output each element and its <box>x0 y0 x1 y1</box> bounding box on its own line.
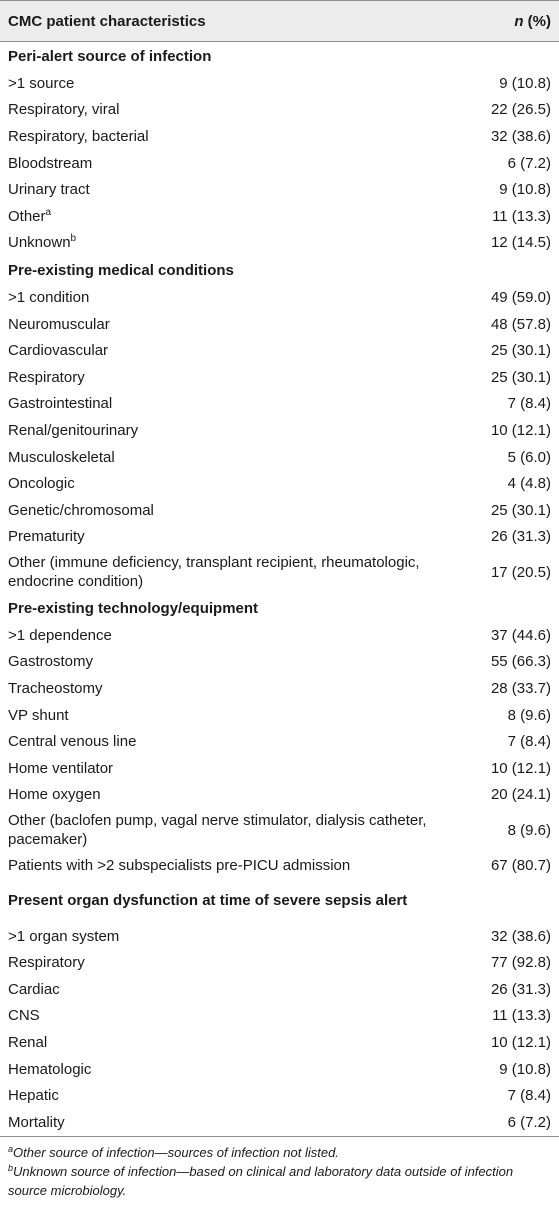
table-row <box>0 923 559 950</box>
footnote-marker: a <box>45 206 52 218</box>
row-label <box>8 474 496 493</box>
row-label-text: Respiratory, bacterial <box>8 127 149 145</box>
table-row <box>0 728 559 755</box>
row-label-text: Hepatic <box>8 1087 59 1105</box>
row-label <box>8 1113 496 1132</box>
row-label <box>8 1033 479 1052</box>
row-label <box>8 527 479 546</box>
row-value: 12 (14.5) <box>490 234 551 252</box>
row-label <box>8 154 496 173</box>
row-label <box>8 1086 496 1105</box>
row-value: 20 (24.1) <box>490 786 551 804</box>
row-label <box>8 127 479 146</box>
table-row <box>0 675 559 702</box>
table-row <box>0 497 559 524</box>
table-row <box>0 417 559 444</box>
footnote-marker: b <box>70 233 77 245</box>
table-row <box>0 391 559 418</box>
row-label-text: >1 dependence <box>8 626 112 644</box>
row-value: 9 (10.8) <box>499 74 551 92</box>
row-value: 9 (10.8) <box>499 181 551 199</box>
table-row <box>0 311 559 338</box>
table-row <box>0 203 559 230</box>
footnote-text: Other source of infection—sources of infection not listed. <box>13 1144 339 1160</box>
row-label-text: Tracheostomy <box>8 680 103 698</box>
table-footnotes <box>0 1137 559 1200</box>
row-value: 6 (7.2) <box>507 1113 551 1131</box>
row-label-text: >1 organ system <box>8 927 120 945</box>
row-label-text: Respiratory <box>8 368 85 386</box>
table-row <box>0 524 559 551</box>
row-label-text: Genetic/chromosomal <box>8 501 154 519</box>
row-label <box>8 421 479 440</box>
section-heading <box>0 256 559 284</box>
table-header-row <box>0 1 559 41</box>
row-value: 26 (31.3) <box>490 980 551 998</box>
table-row <box>0 649 559 676</box>
row-label <box>8 732 496 751</box>
row-value: 11 (13.3) <box>492 207 551 225</box>
row-label-text: VP shunt <box>8 706 69 724</box>
table-row <box>0 702 559 729</box>
row-label <box>8 1060 487 1079</box>
footnote-mark: b <box>8 1162 14 1173</box>
row-label <box>8 448 496 467</box>
row-label-text: Respiratory, viral <box>8 101 120 119</box>
row-label-text: Musculoskeletal <box>8 448 115 466</box>
section-title: Pre-existing technology/equipment <box>8 599 259 617</box>
footnote-text: Unknown source of infection—based on clinical and laboratory data outside of infection source microbiology. <box>8 1163 514 1198</box>
footnote-mark: a <box>8 1143 14 1154</box>
table-row <box>0 337 559 364</box>
row-label <box>8 288 479 307</box>
row-value: 67 (80.7) <box>490 857 551 875</box>
section-heading <box>0 879 559 923</box>
table-row <box>0 123 559 150</box>
row-label-text: Cardiac <box>8 980 60 998</box>
header-characteristic: CMC patient characteristics <box>8 12 206 30</box>
row-label <box>8 856 479 875</box>
row-value: 32 (38.6) <box>490 127 551 145</box>
row-label-text: Gastrointestinal <box>8 395 113 413</box>
row-label-text: >1 condition <box>8 288 90 306</box>
table-row <box>0 1082 559 1109</box>
table-row <box>0 97 559 124</box>
row-label-text: Home ventilator <box>8 759 114 777</box>
section-title: Peri-alert source of infection <box>8 47 212 65</box>
table-row <box>0 1056 559 1083</box>
row-value: 10 (12.1) <box>490 421 551 439</box>
row-value: 55 (66.3) <box>490 653 551 671</box>
row-label-text: Other (immune deficiency, transplant recipient, rheumatologic, endocrine condition) <box>8 554 420 591</box>
row-label <box>8 953 479 972</box>
row-label-text: Cardiovascular <box>8 342 109 360</box>
row-label-text: Central venous line <box>8 733 137 751</box>
row-value: 77 (92.8) <box>490 954 551 972</box>
row-value: 7 (8.4) <box>507 1087 551 1105</box>
footnote <box>8 1162 551 1200</box>
row-value: 4 (4.8) <box>507 475 551 493</box>
row-label <box>8 811 496 849</box>
row-label-text: Renal/genitourinary <box>8 421 139 439</box>
row-label <box>8 207 480 226</box>
section-title: Present organ dysfunction at time of severe sepsis alert <box>8 892 408 910</box>
row-value: 49 (59.0) <box>490 288 551 306</box>
table-row <box>0 550 559 594</box>
row-label-text: Oncologic <box>8 475 75 493</box>
row-label <box>8 626 479 645</box>
row-label-text: Home oxygen <box>8 786 101 804</box>
row-value: 17 (20.5) <box>490 563 551 581</box>
table-row <box>0 1109 559 1136</box>
table-row <box>0 1003 559 1030</box>
row-value: 9 (10.8) <box>499 1060 551 1078</box>
table-row <box>0 284 559 311</box>
table-row <box>0 70 559 97</box>
section-title: Pre-existing medical conditions <box>8 261 234 279</box>
row-label <box>8 368 479 387</box>
row-value: 8 (9.6) <box>507 821 551 839</box>
section-heading <box>0 42 559 70</box>
row-value: 10 (12.1) <box>490 759 551 777</box>
row-label <box>8 553 479 591</box>
row-value: 28 (33.7) <box>490 680 551 698</box>
row-label-text: CNS <box>8 1007 40 1025</box>
table-row <box>0 364 559 391</box>
row-label-text: Hematologic <box>8 1060 92 1078</box>
table-row <box>0 176 559 203</box>
row-label-text: Prematurity <box>8 528 85 546</box>
row-label <box>8 180 487 199</box>
row-label-text: Patients with >2 subspecialists pre-PICU admission <box>8 857 351 875</box>
row-label-text: Renal <box>8 1034 48 1052</box>
table-row <box>0 782 559 809</box>
row-value: 7 (8.4) <box>507 395 551 413</box>
row-value: 8 (9.6) <box>507 706 551 724</box>
row-label <box>8 706 496 725</box>
row-value: 7 (8.4) <box>507 733 551 751</box>
row-label <box>8 74 487 93</box>
row-label <box>8 100 479 119</box>
table-row <box>0 444 559 471</box>
table-body <box>0 42 559 1136</box>
row-label-text: Gastrostomy <box>8 653 94 671</box>
header-n-italic: n <box>514 12 524 30</box>
row-value: 25 (30.1) <box>490 368 551 386</box>
row-label-text: Other (baclofen pump, vagal nerve stimulator, dialysis catheter, pacemaker) <box>8 812 427 849</box>
row-value: 48 (57.8) <box>490 315 551 333</box>
row-label-text: Neuromuscular <box>8 315 110 333</box>
row-label <box>8 980 479 999</box>
header-n-suffix: (%) <box>523 12 551 30</box>
table-row <box>0 150 559 177</box>
row-value: 32 (38.6) <box>490 927 551 945</box>
table-row <box>0 622 559 649</box>
row-value: 22 (26.5) <box>490 101 551 119</box>
row-value: 5 (6.0) <box>507 448 551 466</box>
row-label-text: Unknown <box>8 234 71 252</box>
row-label <box>8 927 479 946</box>
row-label-text: Bloodstream <box>8 154 93 172</box>
table-row <box>0 1029 559 1056</box>
row-value: 11 (13.3) <box>492 1007 551 1025</box>
row-label-text: Respiratory <box>8 954 85 972</box>
row-value: 10 (12.1) <box>490 1034 551 1052</box>
table-row <box>0 976 559 1003</box>
table-row <box>0 230 559 257</box>
row-label <box>8 679 479 698</box>
row-label <box>8 341 479 360</box>
row-label <box>8 652 479 671</box>
footnote <box>8 1143 551 1162</box>
row-label <box>8 785 479 804</box>
row-label-text: >1 source <box>8 74 75 92</box>
row-label <box>8 1006 480 1025</box>
section-heading <box>0 594 559 622</box>
table-row <box>0 949 559 976</box>
row-label-text: Mortality <box>8 1113 65 1131</box>
row-value: 6 (7.2) <box>507 154 551 172</box>
row-label <box>8 501 479 520</box>
table-row <box>0 470 559 497</box>
row-label <box>8 315 479 334</box>
header-n-percent <box>514 13 551 30</box>
row-value: 37 (44.6) <box>490 626 551 644</box>
table-row <box>0 755 559 782</box>
table-row <box>0 808 559 852</box>
row-label <box>8 759 479 778</box>
row-label-text: Other <box>8 207 46 225</box>
row-value: 25 (30.1) <box>490 501 551 519</box>
row-label-text: Urinary tract <box>8 181 90 199</box>
row-value: 25 (30.1) <box>490 342 551 360</box>
row-label <box>8 394 496 413</box>
table-row <box>0 852 559 879</box>
row-label <box>8 233 479 252</box>
row-value: 26 (31.3) <box>490 528 551 546</box>
